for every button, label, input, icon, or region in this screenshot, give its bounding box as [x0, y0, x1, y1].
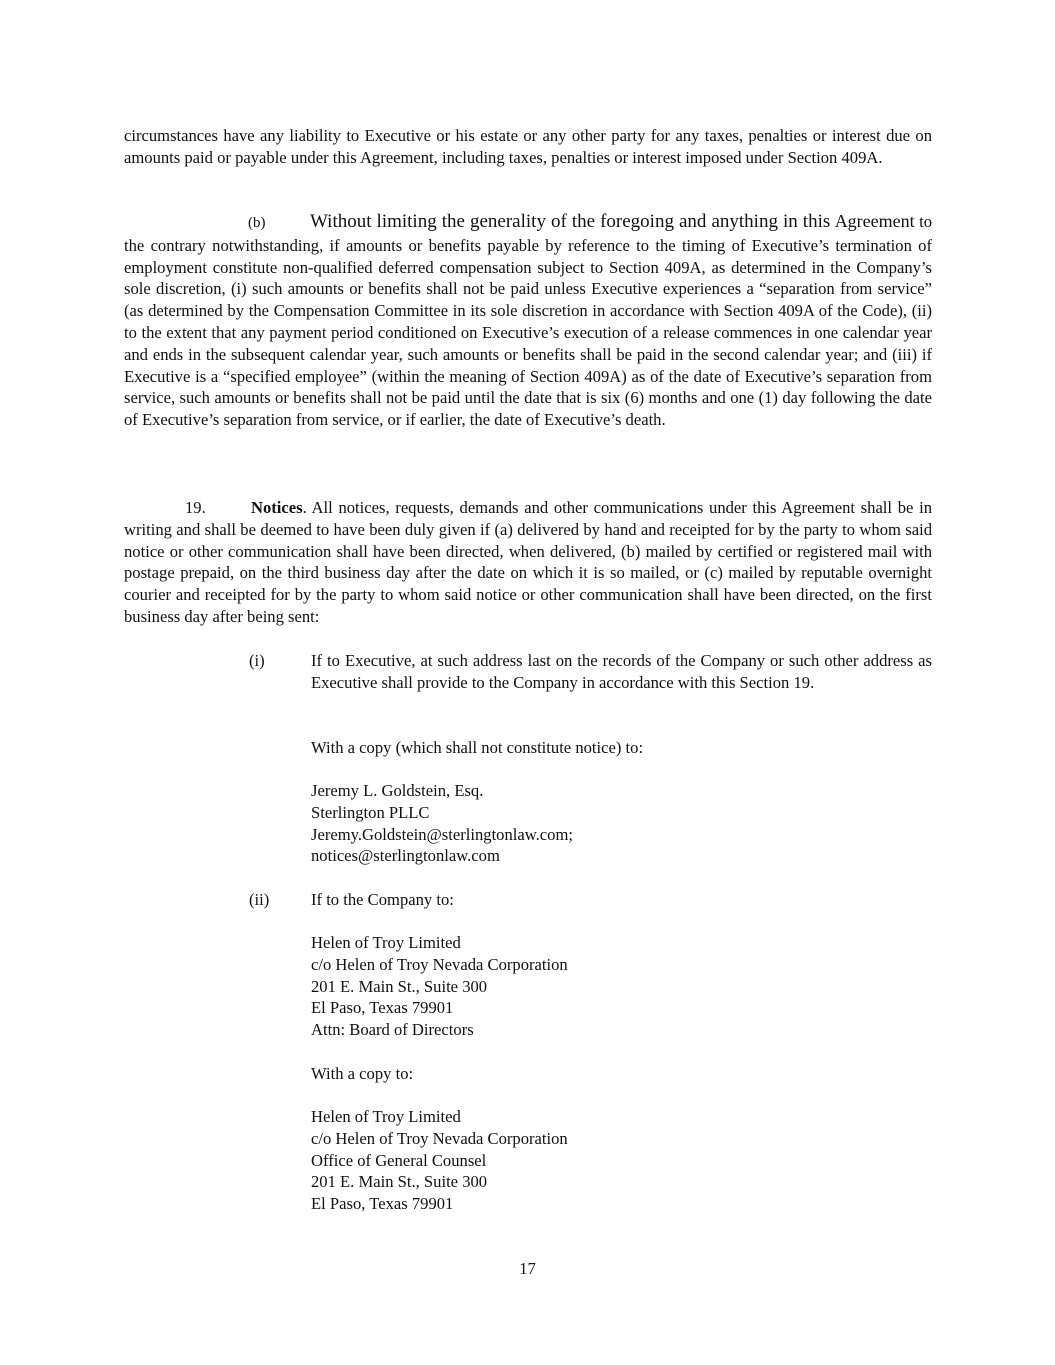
item-i-copy-intro: With a copy (which shall not constitute notice) to: — [311, 738, 644, 757]
email-line: notices@sterlingtonlaw.com — [311, 846, 500, 866]
item-i-text: If to Executive, at such address last on the records of the Company or such other address as Executive shall provide to the Company in accordance with this Section 19. — [311, 651, 932, 692]
section-19-paragraph — [124, 497, 932, 628]
section-19-number: 19. — [185, 498, 206, 517]
address-line: 201 E. Main St., Suite 300 — [311, 976, 488, 996]
email-line: Jeremy.Goldstein@sterlingtonlaw.com; — [311, 824, 573, 844]
address-line: Helen of Troy Limited — [311, 1107, 461, 1126]
address-line: c/o Helen of Troy Nevada Corporation — [311, 954, 568, 974]
paragraph-b-label: (b) — [248, 215, 266, 231]
item-i-copy-address — [311, 780, 932, 867]
item-i-label: (i) — [249, 651, 265, 670]
page-number: 17 — [519, 1259, 536, 1278]
address-line: Office of General Counsel — [311, 1150, 487, 1170]
paragraph-b — [124, 211, 932, 431]
paragraph-b-lead: Without limiting the generality of the foregoing and anything in this — [310, 211, 831, 232]
address-line: c/o Helen of Troy Nevada Corporation — [311, 1128, 568, 1148]
address-line: 201 E. Main St., Suite 300 — [311, 1172, 488, 1192]
address-line: El Paso, Texas 79901 — [311, 1194, 454, 1214]
opening-paragraph: circumstances have any liability to Executive or his estate or any other party for any taxes, penalties or interest due on amounts paid or payable under this Agreement, including taxes, penalties or interest imposed under Section 409A. — [124, 126, 932, 167]
item-ii-label: (ii) — [249, 890, 270, 909]
item-ii-address — [311, 932, 932, 1041]
address-line: Attn: Board of Directors — [311, 1020, 474, 1040]
paragraph-b-text: to the contrary notwithstanding, if amounts or benefits payable by reference to the timing of Executive’s termination of employment constitute non-qualified deferred compensation subject to Section 409A, as determined in the Company’s sole discretion, (i) such amounts or benefits shall not be paid unless Executive experiences a “separation from service” (as determined by the Compensation Committee in its sole discretion in accordance with Section 409A of the Code), (ii) to the extent that any payment period conditioned on Executive’s execution of a release commences in one calendar year and ends in the subsequent calendar year, such amounts or benefits shall be paid in the second calendar year; and (iii) if Executive is a “specified employee” (within the meaning of Section 409A) as of the date of Executive’s separation from service, such amounts or benefits shall not be paid until the date that is six (6) months and one (1) day following the date of Executive’s separation from service, or if earlier, the date of Executive’s death. — [124, 212, 932, 430]
address-line: Jeremy L. Goldstein, Esq. — [311, 781, 484, 800]
address-line: El Paso, Texas 79901 — [311, 998, 454, 1018]
address-line: Sterlington PLLC — [311, 802, 430, 822]
paragraph-b-lead2: Agreement — [834, 211, 915, 231]
section-19-heading: Notices — [251, 498, 303, 517]
item-ii-text: If to the Company to: — [311, 890, 454, 909]
address-line: Helen of Troy Limited — [311, 933, 461, 952]
section-19-text: . All notices, requests, demands and other communications under this Agreement shall be in writing and shall be deemed to have been duly given if (a) delivered by hand and receipted for by the party to whom said notice or other communication shall have been directed, when delivered, (b) mailed by certified or registered mail with postage prepaid, on the third business day after the date on which it is so mailed, or (c) mailed by reputable overnight courier and receipted for by the party to whom said notice or other communication shall have been directed, on the first business day after being sent: — [124, 498, 932, 626]
item-ii-copy-address — [311, 1106, 932, 1215]
item-ii-copy-intro: With a copy to: — [311, 1064, 414, 1083]
